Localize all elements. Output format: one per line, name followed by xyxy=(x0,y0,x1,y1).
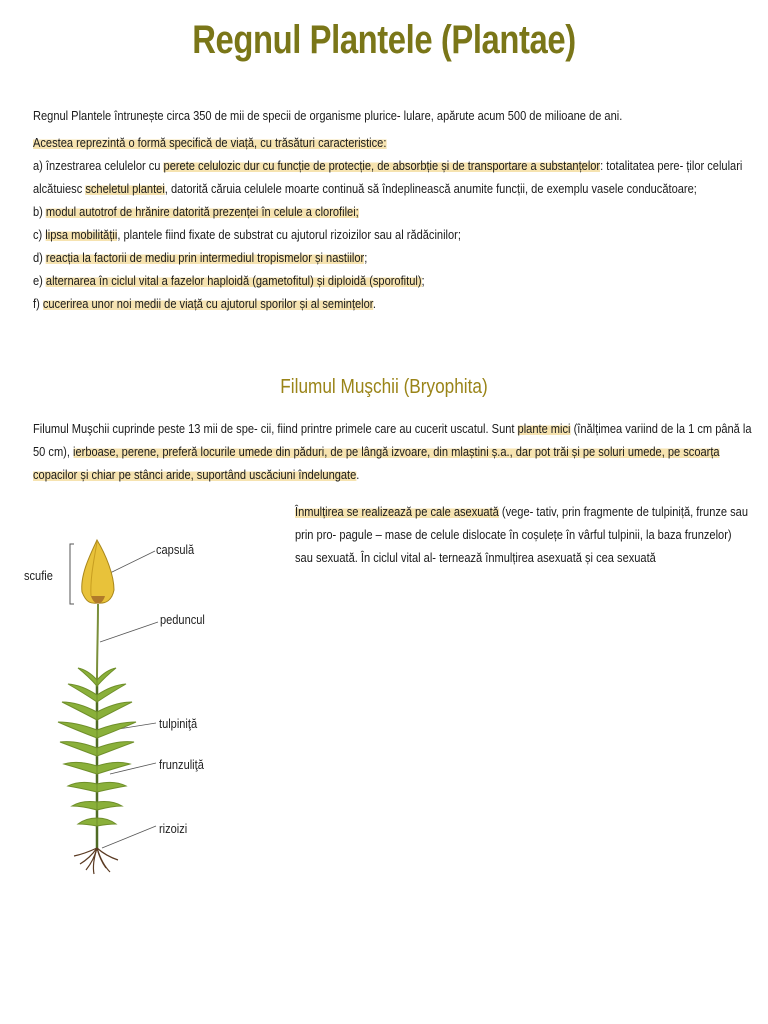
label-frunzulita: frunzuliţă xyxy=(159,757,204,772)
feature-f: f) cucerirea unor noi medii de viață cu ajutorul sporilor și al semințelor. xyxy=(33,296,376,311)
feature-e: e) alternarea în ciclul vital a fazelor haploidă (gametofitul) și diploidă (sporofitul); xyxy=(33,273,425,288)
label-tulpinita: tulpiniţă xyxy=(159,716,198,731)
feature-c: c) lipsa mobilității, plantele fiind fixate de substrat cu ajutorul rizoizilor sau al rădăcinilor; xyxy=(33,227,461,242)
label-scufie: scufie xyxy=(24,568,53,583)
feature-a: a) înzestrarea celulelor cu perete celulozic dur cu funcție de protecție, de absorbție și de transportare a substanțelor: totalitatea pere- ților celulari alcătuiesc scheletul plantei, datorită căruia celulele moarte continuă să îndeplinească anumite funcții, de exemplu vasele conducătoare; xyxy=(33,158,743,196)
moss-paragraph: Filumul Muşchii cuprinde peste 13 mii de spe- cii, fiind printre primele care au cucerit uscatul. Sunt plante mici (înălțimea variind de la 1 cm până la 50 cm), ierboase, perene, preferă locurile umede din păduri, de pe lângă izvoare, din mlaștini ș.a., dar pot trăi și pe soluri umede, pe scoarța copacilor și chiar pe stânci aride, suportând uscăciuni îndelungate. xyxy=(33,421,752,482)
features-lead: Acestea reprezintă o formă specifică de viață, cu trăsături caracteristice: xyxy=(33,135,387,150)
intro-paragraph: Regnul Plantele întrunește circa 350 de mii de specii de organisme plurice- lulare, apărute acum 500 de milioane de ani. xyxy=(33,108,623,123)
feature-d: d) reacția la factorii de mediu prin intermediul tropismelor și nastiilor; xyxy=(33,250,368,265)
features-list xyxy=(33,131,755,315)
label-rizoizi: rizoizi xyxy=(159,821,188,836)
feature-b: b) modul autotrof de hrănire datorită prezenței în celule a clorofilei; xyxy=(33,204,359,219)
moss-illustration xyxy=(20,530,250,880)
reproduction-paragraph: Înmulțirea se realizează pe cale asexuată (vege- tativ, prin fragmente de tulpiniță, frunze sau prin pro- pagule – mase de celule dislocate în coșulețe în vârful tulpinii, la baza frunzelor) sau sexuată. În ciclul vital al- ternează înmulțirea asexuată și cea sexuată xyxy=(295,504,749,565)
label-peduncul: peduncul xyxy=(160,612,205,627)
page-title: Regnul Plantele (Plantae) xyxy=(192,18,576,62)
label-capsula: capsulă xyxy=(156,542,195,557)
section-heading: Filumul Muşchii (Bryophita) xyxy=(280,376,488,398)
